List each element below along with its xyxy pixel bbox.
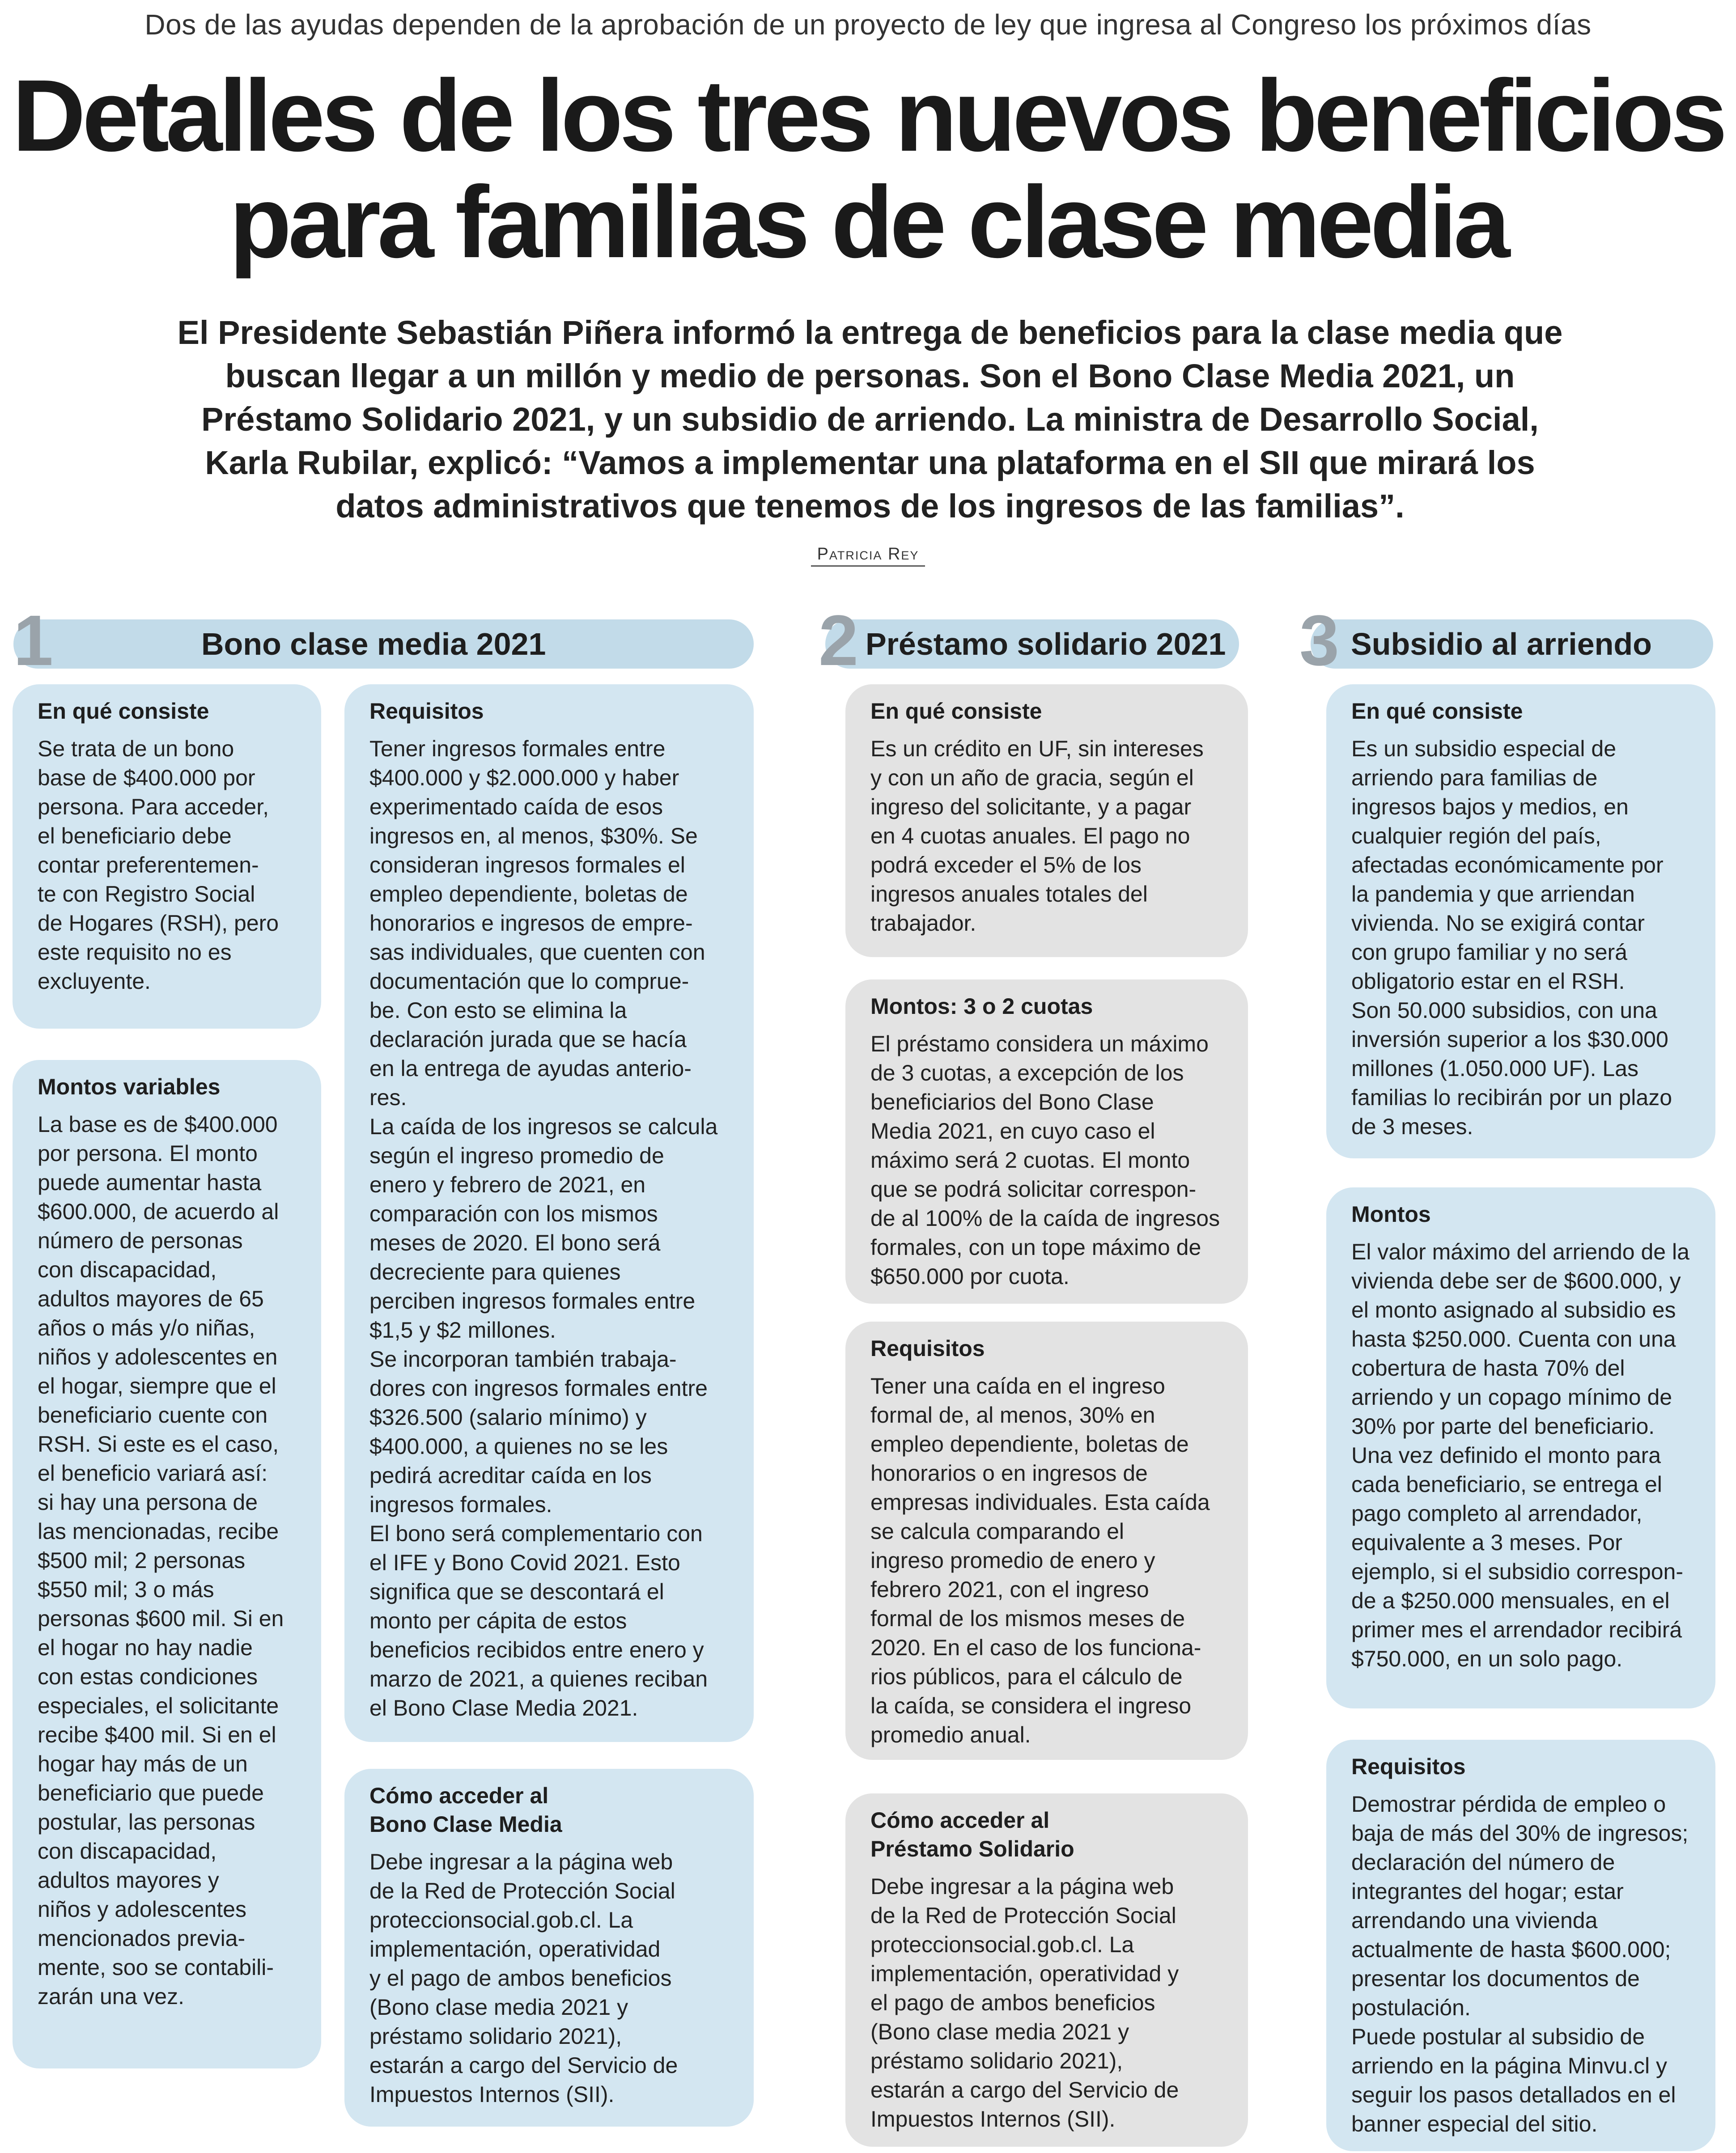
card-heading: Requisitos: [870, 1336, 985, 1361]
card-heading: Requisitos: [369, 699, 484, 724]
card-body: El préstamo considera un máximo de 3 cuotas, a excepción de los beneficiarios del Bono Clase Media 2021, en cuyo caso el máximo será 2 cuotas. El monto que se podrá solicitar correspon- de al 100% de la caída de ingresos formales, con un tope máximo de $650.000 por cuota.: [870, 1031, 1220, 1289]
section-2-number: 2: [819, 600, 858, 680]
bono-requisitos-card: [344, 684, 754, 1742]
card-body: Demostrar pérdida de empleo o baja de más del 30% de ingresos; declaración del número de integrantes del hogar; estar arrendando una vivienda actualmente de hasta $600.000; presentar los documentos de postulación. Puede postular al subsidio de arriendo en la página Minvu.cl y seguir los pasos detallados en el banner especial del sitio.: [1351, 1792, 1689, 2136]
card-heading: Montos variables: [38, 1074, 221, 1099]
section-1-title: Bono clase media 2021: [201, 627, 546, 661]
headline-line-1: Detalles de los tres nuevos beneficios: [12, 59, 1724, 173]
card-heading: Montos: 3 o 2 cuotas: [870, 994, 1093, 1019]
prestamo-como-acceder-card: [845, 1793, 1248, 2147]
prestamo-requisitos-card: [845, 1322, 1248, 1760]
headline-line-2: para familias de clase media: [229, 165, 1507, 279]
card-body: Debe ingresar a la página web de la Red de Protección Social proteccionsocial.gob.cl. La implementación, operatividad y el pago de ambos beneficios (Bono clase media 2021 y préstamo solidario 2021), estarán a cargo del Servicio de Impuestos Internos (SII).: [369, 1849, 678, 2107]
bono-montos-variables-card: [13, 1060, 321, 2068]
lead-paragraph: El Presidente Sebastián Piñera informó la entrega de beneficios para la clase media que buscan llegar a un millón y medio de personas. Son el Bono Clase Media 2021, un Préstamo Solidario 2021, y un subsidio de arriendo. La ministra de Desarrollo Social, Karla Rubilar, explicó: “Vamos a implementar una plataforma en el SII que mirará los datos administrativos que tenemos de los ingresos de las familias”.: [177, 314, 1563, 525]
card-body: Debe ingresar a la página web de la Red de Protección Social proteccionsocial.gob.cl. La implementación, operatividad y el pago de ambos beneficios (Bono clase media 2021 y préstamo solidario 2021), estarán a cargo del Servicio de Impuestos Internos (SII).: [870, 1874, 1179, 2132]
card-heading: En qué consiste: [870, 699, 1042, 724]
card-body: Es un subsidio especial de arriendo para familias de ingresos bajos y medios, en cualquier región del país, afectadas económicamente por la pandemia y que arriendan vivienda. No se exigirá contar con grupo familiar y no será obligatorio estar en el RSH. Son 50.000 subsidios, con una inversión superior a los $30.000 millones (1.050.000 UF). Las familias lo recibirán por un plazo de 3 meses.: [1351, 736, 1672, 1139]
card-heading: Cómo acceder al Bono Clase Media: [369, 1783, 562, 1837]
byline-author: Patricia Rey: [811, 545, 925, 567]
prestamo-en-que-consiste-card: [845, 684, 1248, 957]
card-heading: Requisitos: [1351, 1754, 1466, 1779]
subsidio-en-que-consiste-card: [1326, 684, 1715, 1158]
byline: [0, 545, 1736, 564]
card-body: Se trata de un bono base de $400.000 por persona. Para acceder, el beneficiario debe contar preferentemen- te con Registro Social de Hogares (RSH), pero este requisito no es excluyente.: [38, 736, 279, 994]
bono-en-que-consiste-card: [13, 684, 321, 1029]
prestamo-montos-card: [845, 979, 1248, 1304]
subsidio-requisitos-card: [1326, 1740, 1715, 2151]
card-body: Tener una caída en el ingreso formal de, al menos, 30% en empleo dependiente, boletas de honorarios o en ingresos de empresas individuales. Esta caída se calcula comparando el ingreso promedio de enero y febrero 2021, con el ingreso formal de los mismos meses de 2020. En el caso de los funciona- rios públicos, para el cálculo de la caída, se considera el ingreso promedio anual.: [870, 1373, 1210, 1747]
card-heading: En qué consiste: [38, 699, 209, 724]
headline: [0, 59, 1736, 279]
section-1-number: 1: [13, 600, 53, 680]
bono-como-acceder-card: [344, 1769, 754, 2127]
card-heading: Cómo acceder al Préstamo Solidario: [870, 1808, 1074, 1861]
kicker: Dos de las ayudas dependen de la aprobación de un proyecto de ley que ingresa al Congreso los próximos días: [144, 8, 1592, 41]
section-2-title: Préstamo solidario 2021: [866, 627, 1226, 661]
card-heading: En qué consiste: [1351, 699, 1523, 724]
card-body: Tener ingresos formales entre $400.000 y $2.000.000 y haber experimentado caída de esos ingresos en, al menos, $30%. Se consideran ingresos formales el empleo dependiente, boletas de honorarios e ingresos de empre- sas individuales, que cuenten con documentación que lo comprue- be. Con esto se elimina la declaración jurada que se hacía en la entrega de ayudas anterio- res. La caída de los ingresos se calcula según el ingreso promedio de enero y febrero de 2021, en comparación con los mismos meses de 2020. El bono será decreciente para quienes perciben ingresos formales entre $1,5 y $2 millones. Se incorporan también trabaja- dores con ingresos formales entre $326.500 (salario mínimo) y $400.000, a quienes no se les pedirá acreditar caída en los ingresos formales. El bono será complementario con el IFE y Bono Covid 2021. Esto significa que se descontará el monto per cápita de estos beneficios recibidos entre enero y marzo de 2021, a quienes reciban el Bono Clase Media 2021.: [369, 736, 718, 1721]
section-3-number: 3: [1299, 600, 1339, 680]
card-body: La base es de $400.000 por persona. El monto puede aumentar hasta $600.000, de acuerdo al número de personas con discapacidad, adultos mayores de 65 años o más y/o niñas, niños y adolescentes en el hogar, siempre que el beneficiario cuente con RSH. Si este es el caso, el beneficio variará así: si hay una persona de las mencionadas, recibe $500 mil; 2 personas $550 mil; 3 o más personas $600 mil. Si en el hogar no hay nadie con estas condiciones especiales, el solicitante recibe $400 mil. Si en el hogar hay más de un beneficiario que puede postular, las personas con discapacidad, adultos mayores y niños y adolescentes mencionados previa- mente, soo se contabili- zarán una vez.: [38, 1112, 284, 2009]
section-3-title: Subsidio al arriendo: [1351, 627, 1652, 661]
card-heading: Montos: [1351, 1202, 1431, 1227]
card-body: Es un crédito en UF, sin intereses y con un año de gracia, según el ingreso del solicitante, y a pagar en 4 cuotas anuales. El pago no podrá exceder el 5% de los ingresos anuales totales del trabajador.: [870, 736, 1204, 936]
subsidio-montos-card: [1326, 1187, 1715, 1708]
card-body: El valor máximo del arriendo de la vivienda debe ser de $600.000, y el monto asignado al subsidio es hasta $250.000. Cuenta con una cobertura de hasta 70% del arriendo y un copago mínimo de 30% por parte del beneficiario. Una vez definido el monto para cada beneficiario, se entrega el pago completo al arrendador, equivalente a 3 meses. Por ejemplo, si el subsidio correspon- de a $250.000 mensuales, en el primer mes el arrendador recibirá $750.000, en un solo pago.: [1351, 1239, 1689, 1671]
